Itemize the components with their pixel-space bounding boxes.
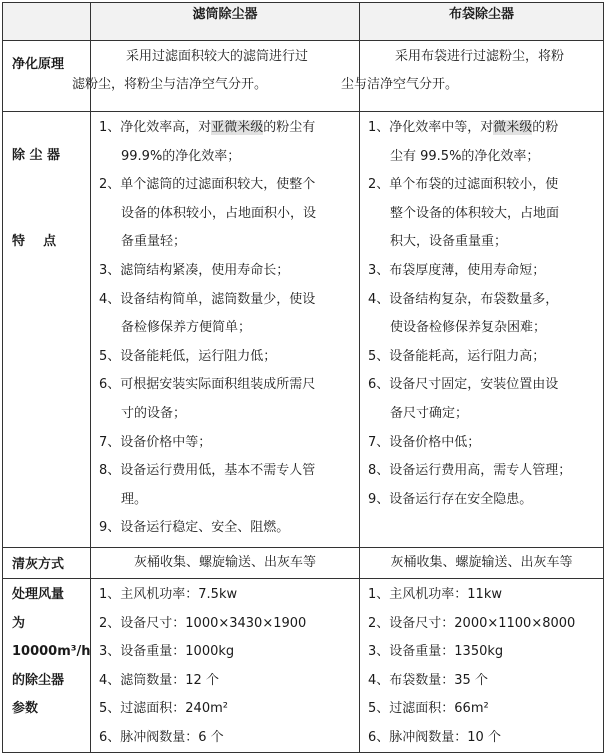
param-line: 4、布袋数量：35 个 [368,672,488,688]
feature-line [99,486,353,515]
feature-line [368,114,597,143]
feature-line [368,371,597,400]
feature-text: 2、单个布袋的过滤面积较小，使 [368,177,559,193]
feature-text: 2、单个滤筒的过滤面积较大，使整个 [99,177,316,193]
features-row [3,112,604,548]
feature-text: 的粉尘有 [263,120,316,135]
feature-text: 4、设备结构复杂，布袋数量多， [368,291,559,307]
feature-text: 8、设备运行费用低，基本不需专人管 [99,463,316,479]
feature-text: 9、设备运行存在安全隐患。 [368,491,533,507]
feature-text: 设备的体积较小，占地面积小，设 [121,205,317,221]
feature-text: 5、设备能耗高，运行阻力高； [368,348,546,364]
feature-line [368,343,597,372]
header-bag-filter: 布袋除尘器 [360,3,604,41]
params-label: 处理风量 为 10000m³/h 的除尘器 参数 [3,578,91,753]
feature-text: 5、设备能耗低，运行阻力低； [99,348,277,364]
feature-line [99,400,353,429]
feature-text: 备检修保养方便简单； [121,320,252,336]
feature-line [99,200,353,229]
feature-line [99,371,353,400]
feature-text: 寸的设备； [121,405,187,421]
cleaning-filter-cell: 灰桶收集、螺旋输送、出灰车等 [91,547,360,578]
param-line: 3、设备重量：1000kg [99,644,235,660]
feature-text: 理。 [121,491,148,507]
feature-text: 6、可根据安装实际面积组装成所需尺 [99,377,316,393]
feature-text: 1、净化效率高，对 [99,120,212,135]
feature-text: 的粉 [532,120,559,135]
cleaning-label: 清灰方式 [3,547,91,578]
feature-text: 99.9%的净化效率； [121,148,241,164]
feature-text: 4、设备结构简单，滤筒数量少，使设 [99,291,316,307]
feature-line [99,514,353,543]
feature-line [368,286,597,315]
params-row [3,578,604,753]
param-line: 4、滤筒数量：12 个 [99,672,219,688]
param-line: 6、脉冲阀数量：6 个 [99,729,224,745]
feature-line [368,257,597,286]
comparison-table [2,2,604,753]
highlight-term: 微米级 [493,120,533,135]
feature-text: 3、布袋厚度薄，使用寿命短； [368,262,546,278]
principle-label: 净化原理 [3,41,91,112]
param-line: 3、设备重量：1350kg [368,644,504,660]
params-bag-cell [360,578,604,753]
feature-line [368,400,597,429]
feature-text: 8、设备运行费用高，需专人管理； [368,463,572,479]
feature-text: 7、设备价格中低； [368,434,481,450]
feature-line [99,257,353,286]
feature-line [99,114,353,143]
principle-row [3,41,604,112]
param-line: 6、脉冲阀数量：10 个 [368,729,501,745]
feature-text: 1、净化效率中等，对 [368,120,494,135]
cleaning-row [3,547,604,578]
param-line: 5、过滤面积：66m² [368,701,489,717]
feature-line [99,429,353,458]
feature-line [368,143,597,172]
param-line: 2、设备尺寸：2000×1100×8000 [368,615,576,631]
highlight-term: 亚微米级 [211,120,264,135]
feature-text: 7、设备价格中等； [99,434,212,450]
feature-text: 使设备检修保养复杂困难； [390,320,547,336]
cleaning-bag-cell: 灰桶收集、螺旋输送、出灰车等 [360,547,604,578]
feature-line [99,343,353,372]
feature-line [99,228,353,257]
feature-text: 积大，设备重量重； [390,234,508,250]
param-line: 1、主风机功率：11kw [368,586,502,602]
feature-line [368,486,597,515]
feature-line [368,171,597,200]
feature-text: 备重量轻； [121,234,187,250]
header-row [3,3,604,41]
principle-bag-cell: 采用布袋进行过滤粉尘，将粉 尘与洁净空气分开。 [360,41,604,112]
header-filter-cartridge: 滤筒除尘器 [91,3,360,41]
param-line: 1、主风机功率：7.5kw [99,586,238,602]
feature-text: 尘有 99.5%的净化效率； [390,148,540,164]
param-line: 5、过滤面积：240m² [99,701,228,717]
feature-line [368,429,597,458]
feature-line [368,457,597,486]
feature-text: 9、设备运行稳定、安全、阻燃。 [99,520,290,536]
features-bag-cell [360,112,604,548]
feature-line [368,228,597,257]
feature-text: 3、滤筒结构紧凑，使用寿命长； [99,262,290,278]
feature-line [99,171,353,200]
param-line: 2、设备尺寸：1000×3430×1900 [99,615,307,631]
params-filter-cell [91,578,360,753]
header-blank-cell [3,3,91,41]
feature-line [368,314,597,343]
feature-line [99,457,353,486]
feature-line [368,200,597,229]
features-filter-cell [91,112,360,548]
features-label: 除 尘 器 特 点 [3,112,91,548]
feature-text: 备尺寸确定； [390,405,469,421]
feature-line [99,286,353,315]
feature-line [99,143,353,172]
principle-filter-cell: 采用过滤面积较大的滤筒进行过 滤粉尘，将粉尘与洁净空气分开。 [91,41,360,112]
feature-text: 6、设备尺寸固定，安装位置由设 [368,377,559,393]
feature-text: 整个设备的体积较大，占地面 [390,205,560,221]
feature-line [99,314,353,343]
